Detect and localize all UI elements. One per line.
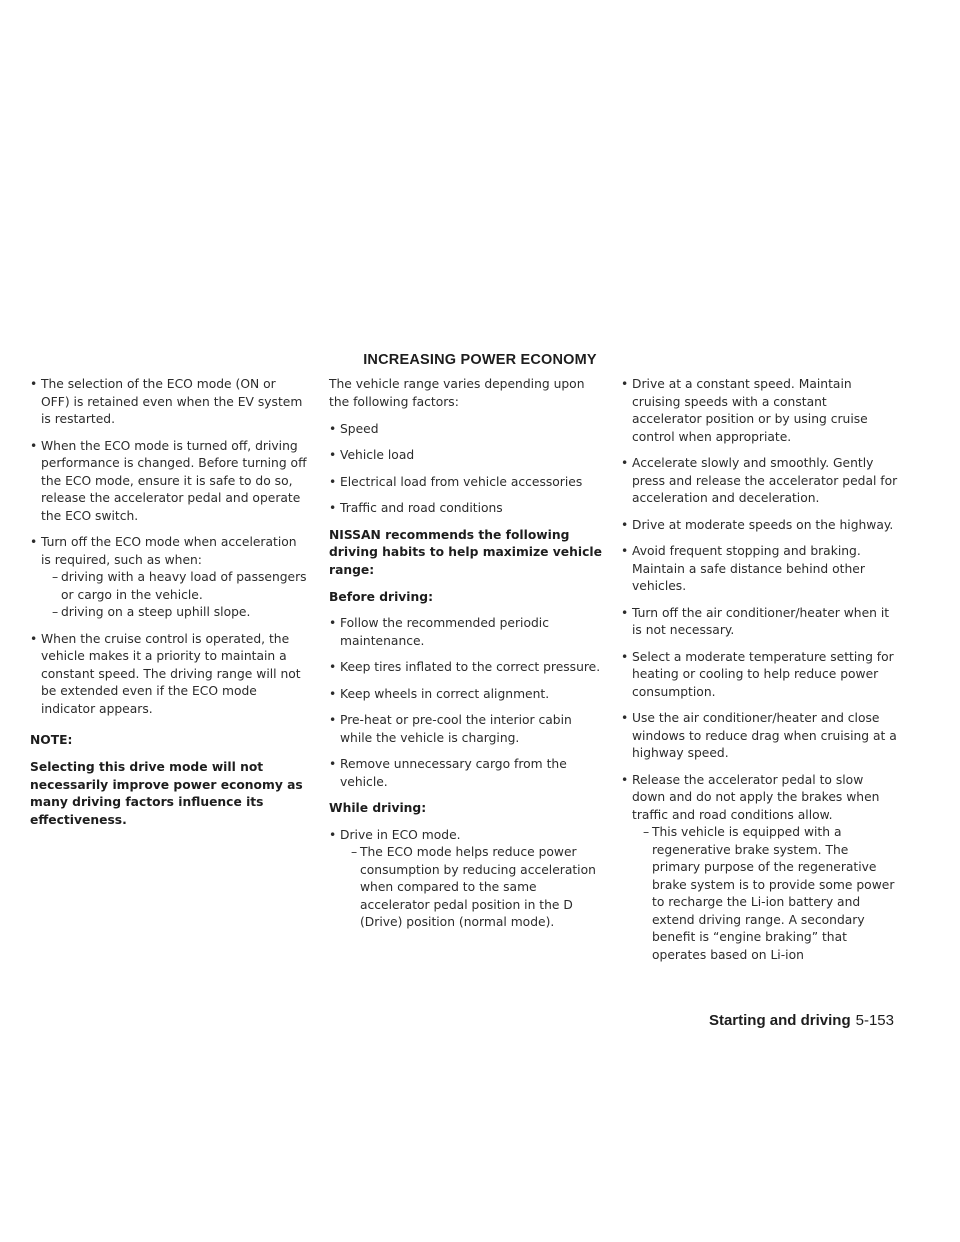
dash-uphill: – driving on a steep uphill slope. [41, 604, 308, 622]
bullet-turn-off-eco-text: Turn off the ECO mode when acceleration is required, such as when: [41, 535, 297, 567]
before-driving-heading: Before driving: [329, 589, 433, 604]
before-driving-list [329, 615, 607, 791]
recommend-heading: NISSAN recommends the following driving habits to help maximize vehicle range: [329, 527, 602, 577]
bullet-eco-off-performance: • When the ECO mode is turned off, driving performance is changed. Before turning off the ECO mode, ensure it is safe to do so, release the accelerator pedal and operate the ECO switch. [30, 438, 308, 526]
column-2 [329, 376, 607, 941]
while-driving-list [329, 827, 607, 932]
turn-off-eco-cases [41, 569, 308, 622]
factor-item: • Vehicle load [329, 447, 607, 465]
chapter-title: Starting and driving [708, 1012, 851, 1029]
while-item-eco [329, 827, 607, 932]
column-1 [30, 376, 308, 839]
dash-eco-reduces-power: – The ECO mode helps reduce power consumption by reducing acceleration when compared to the same accelerator pedal position in the D (Drive) position (normal mode). [340, 844, 607, 932]
before-item: • Follow the recommended periodic maintenance. [329, 615, 607, 650]
regen-brake-details [632, 824, 899, 964]
eco-mode-notes [30, 376, 308, 718]
dash-heavy-load: – driving with a heavy load of passengers or cargo in the vehicle. [41, 569, 308, 604]
page-number: 5-153 [855, 1012, 894, 1029]
while-driving-heading: While driving: [329, 801, 427, 815]
tip-item: • Drive at a constant speed. Maintain cruising speeds with a constant accelerator position or by using cruise control when appropriate. [621, 376, 899, 446]
driving-tips-list [621, 376, 899, 964]
range-intro: The vehicle range varies depending upon the following factors: [329, 377, 585, 409]
tip-item-release-pedal [621, 772, 899, 965]
tip-item: • Turn off the air conditioner/heater when it is not necessary. [621, 605, 899, 640]
tip-item: • Select a moderate temperature setting for heating or cooling to help reduce power consumption. [621, 649, 899, 702]
tip-item: • Drive at moderate speeds on the highway. [621, 517, 899, 535]
range-factors [329, 421, 607, 518]
factor-item: • Traffic and road conditions [329, 500, 607, 518]
factor-item: • Speed [329, 421, 607, 439]
dash-regen-brake: – This vehicle is equipped with a regenerative brake system. The primary purpose of the regenerative brake system is to provide some power to recharge the Li-ion battery and extend driving range. A secondary benefit is “engine braking” that operates based on Li-ion [632, 824, 899, 964]
before-item: • Keep tires inflated to the correct pressure. [329, 659, 607, 677]
tip-item: • Use the air conditioner/heater and close windows to reduce drag when cruising at a highway speed. [621, 710, 899, 763]
before-item: • Pre-heat or pre-cool the interior cabin while the vehicle is charging. [329, 712, 607, 747]
bullet-turn-off-eco [30, 534, 308, 622]
note-label: NOTE: [30, 733, 73, 747]
before-item: • Remove unnecessary cargo from the vehicle. [329, 756, 607, 791]
while-eco-details [340, 844, 607, 932]
bullet-cruise-control: • When the cruise control is operated, the vehicle makes it a priority to maintain a constant speed. The driving range will not be extended even if the ECO mode indicator appears. [30, 631, 308, 719]
tip-item: • Avoid frequent stopping and braking. Maintain a safe distance behind other vehicles. [621, 543, 899, 596]
note-text: Selecting this drive mode will not necessarily improve power economy as many driving factors influence its effectiveness. [30, 760, 303, 827]
factor-item: • Electrical load from vehicle accessories [329, 474, 607, 492]
bullet-eco-retained: • The selection of the ECO mode (ON or OFF) is retained even when the EV system is restarted. [30, 376, 308, 429]
page-footer [709, 1012, 894, 1029]
before-item: • Keep wheels in correct alignment. [329, 686, 607, 704]
tip-release-pedal-text: Release the accelerator pedal to slow down and do not apply the brakes when traffic and road conditions allow. [632, 772, 880, 822]
column-3 [621, 376, 899, 973]
section-title: INCREASING POWER ECONOMY [363, 352, 597, 368]
tip-item: • Accelerate slowly and smoothly. Gently press and release the accelerator pedal for acceleration and deceleration. [621, 455, 899, 508]
while-item-eco-text: Drive in ECO mode. [340, 827, 461, 842]
